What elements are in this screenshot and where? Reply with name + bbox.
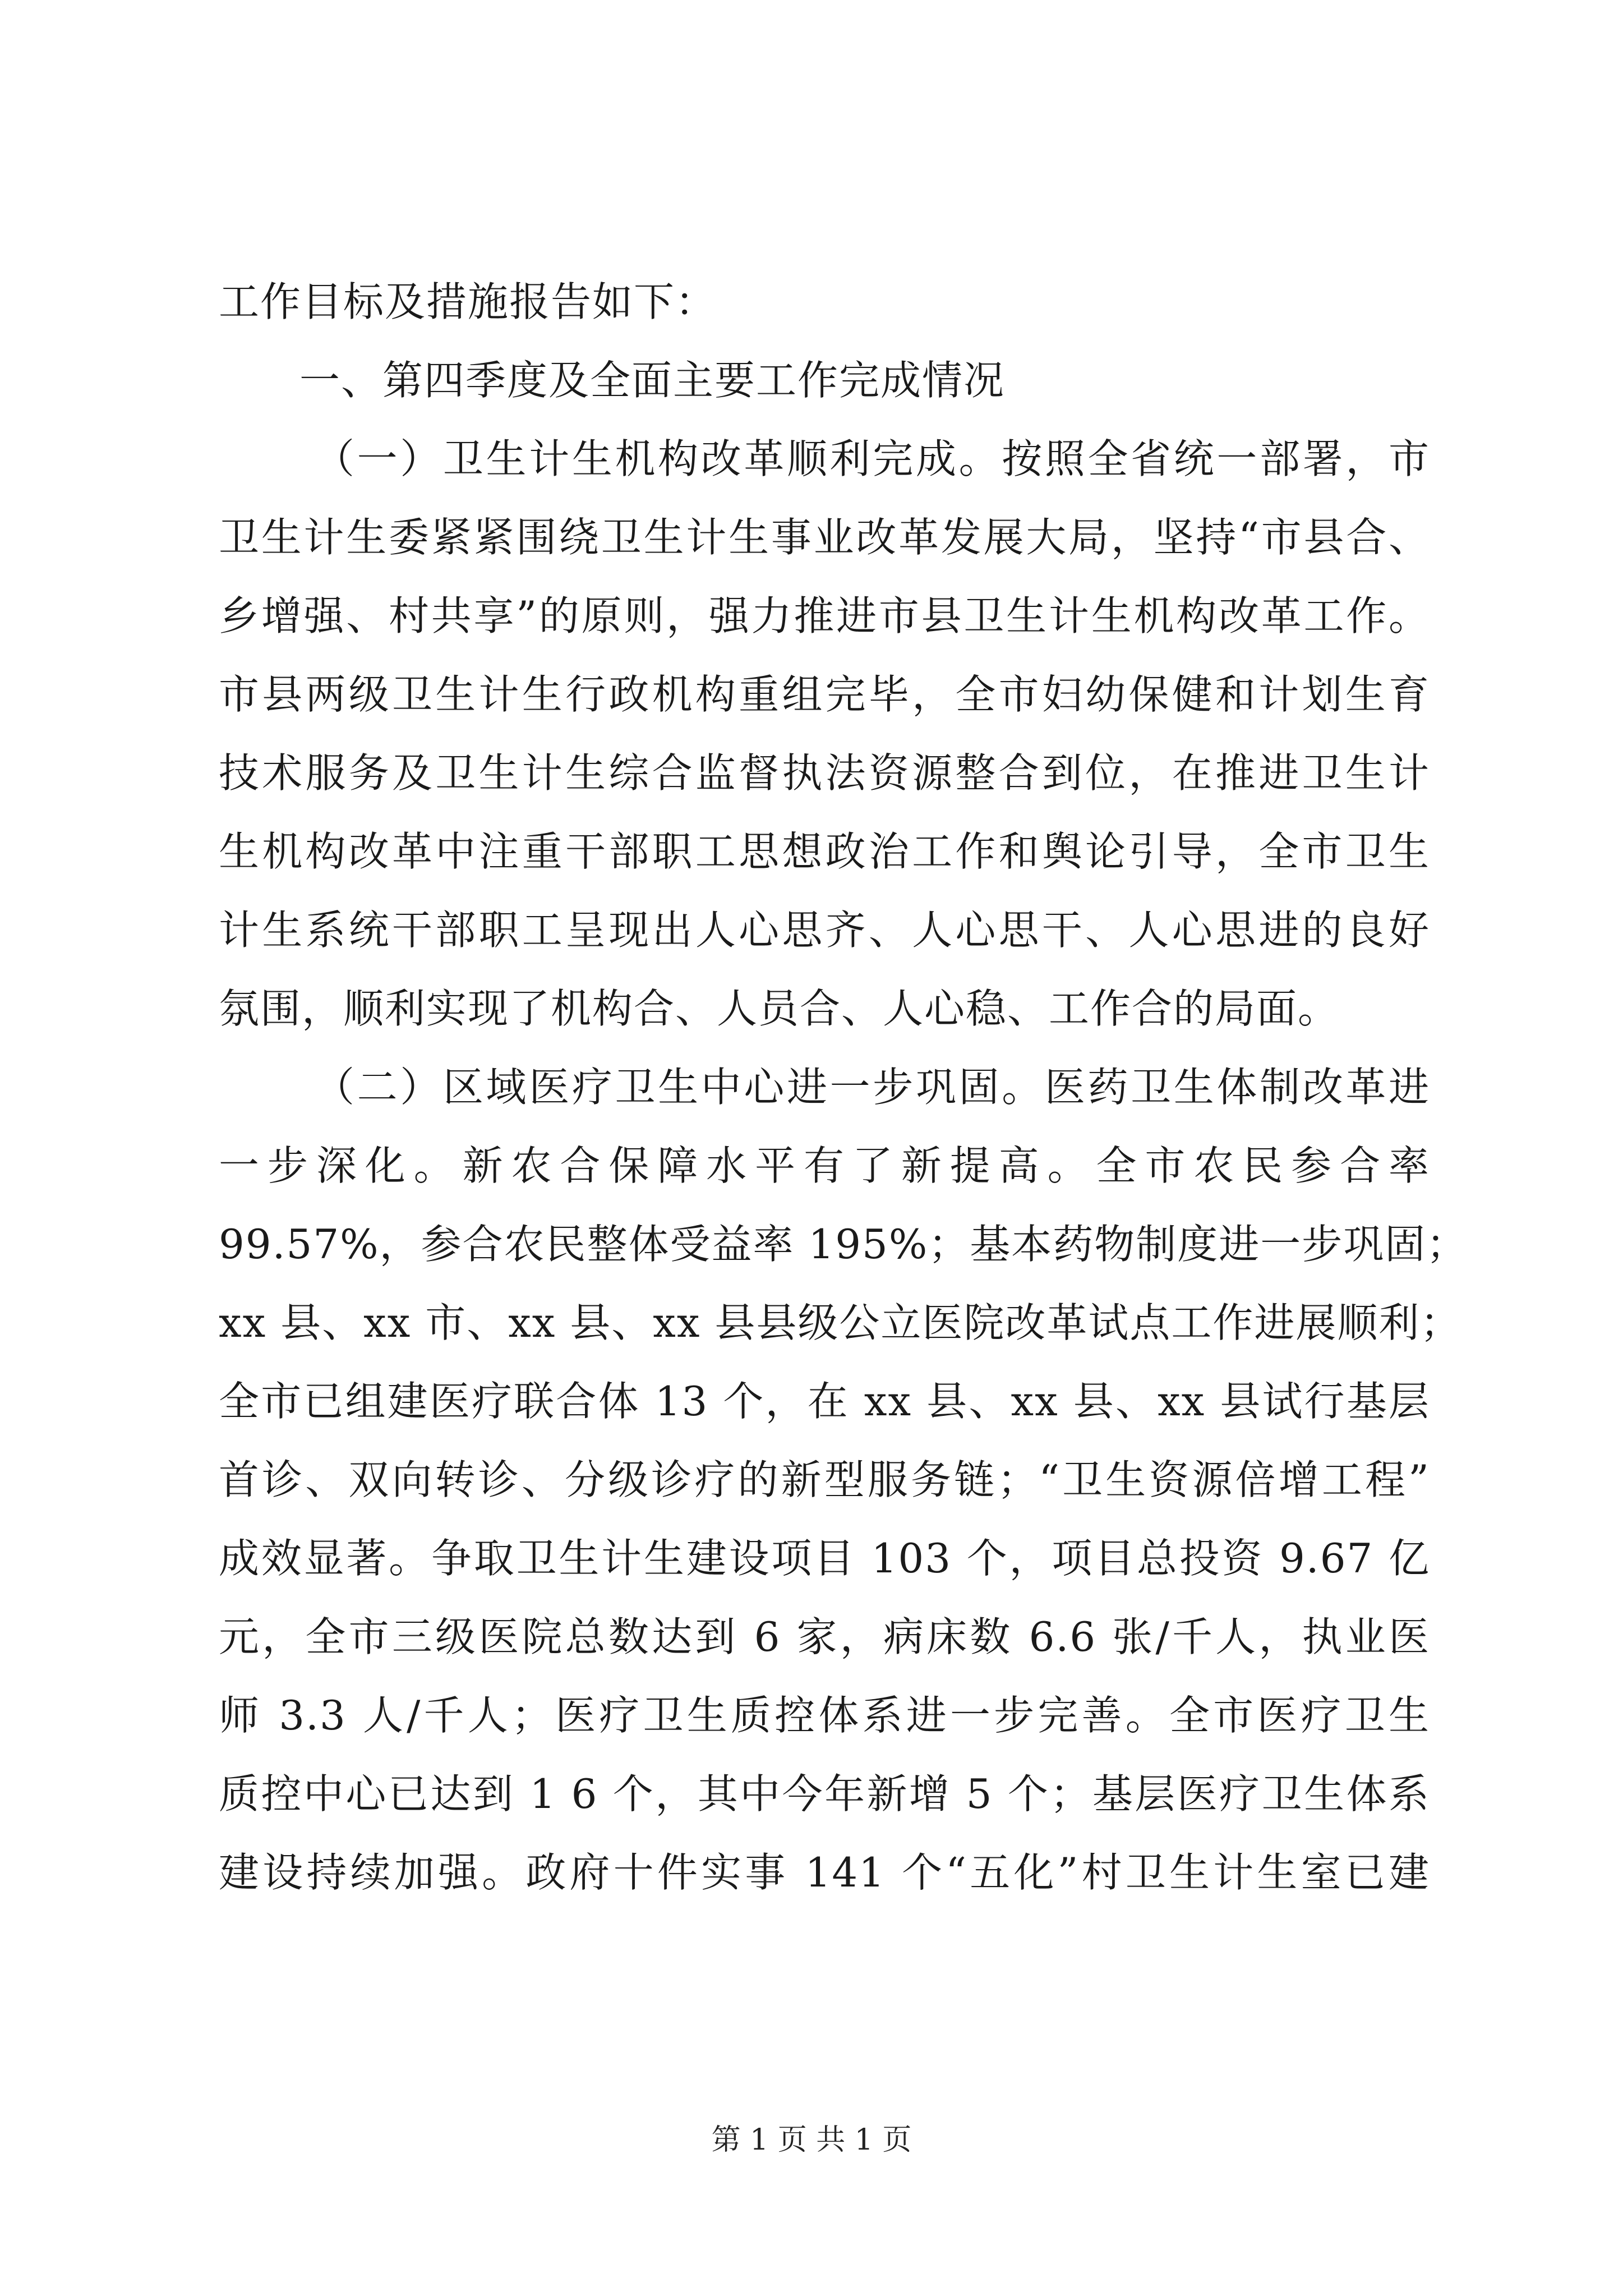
text-line: 氛围，顺利实现了机构合、人员合、人心稳、工作合的局面。 — [219, 985, 1340, 1032]
text-line: 建设持续加强。政府十件实事 141 个“五化”村卫生计生室已建 — [219, 1849, 1430, 1896]
text-line: 99.57%，参合农民整体受益率 195%；基本药物制度进一步巩固； — [219, 1221, 1468, 1268]
paragraph-start-line: （一）卫生计生机构改革顺利完成。按照全省统一部署，市 — [314, 435, 1430, 482]
text-line: 成效显著。争取卫生计生建设项目 103 个，项目总投资 9.67 亿 — [219, 1535, 1430, 1582]
paragraph-start-line: （二）区域医疗卫生中心进一步巩固。医药卫生体制改革进 — [314, 1064, 1430, 1111]
text-line: 元，全市三级医院总数达到 6 家，病床数 6.6 张/千人，执业医 — [219, 1613, 1430, 1660]
text-line: 师 3.3 人/千人；医疗卫生质控体系进一步完善。全市医疗卫生 — [219, 1692, 1430, 1739]
page-number-footer: 第 1 页 共 1 页 — [711, 2123, 912, 2157]
text-line: 全市已组建医疗联合体 13 个，在 xx 县、xx 县、xx 县试行基层 — [219, 1378, 1430, 1425]
text-line: 工作目标及措施报告如下： — [219, 278, 717, 325]
text-line: 生机构改革中注重干部职工思想政治工作和舆论引导，全市卫生 — [219, 828, 1430, 875]
text-line: 首诊、双向转诊、分级诊疗的新型服务链；“卫生资源倍增工程” — [219, 1456, 1430, 1503]
text-line: 卫生计生委紧紧围绕卫生计生事业改革发展大局，坚持“市县合、 — [219, 514, 1430, 561]
text-line: 一步深化。新农合保障水平有了新提高。全市农民参合率 — [219, 1142, 1430, 1189]
text-line: 乡增强、村共享”的原则，强力推进市县卫生计生机构改革工作。 — [219, 592, 1430, 639]
text-line: xx 县、xx 市、xx 县、xx 县县级公立医院改革试点工作进展顺利； — [219, 1299, 1462, 1346]
section-heading: 一、第四季度及全面主要工作完成情况 — [299, 357, 1006, 404]
text-line: 计生系统干部职工呈现出人心思齐、人心思干、人心思进的良好 — [219, 907, 1430, 954]
text-line: 质控中心已达到 1 6 个，其中今年新增 5 个；基层医疗卫生体系 — [219, 1770, 1430, 1818]
text-line: 市县两级卫生计生行政机构重组完毕，全市妇幼保健和计划生育 — [219, 671, 1430, 718]
text-line: 技术服务及卫生计生综合监督执法资源整合到位，在推进卫生计 — [219, 749, 1430, 797]
